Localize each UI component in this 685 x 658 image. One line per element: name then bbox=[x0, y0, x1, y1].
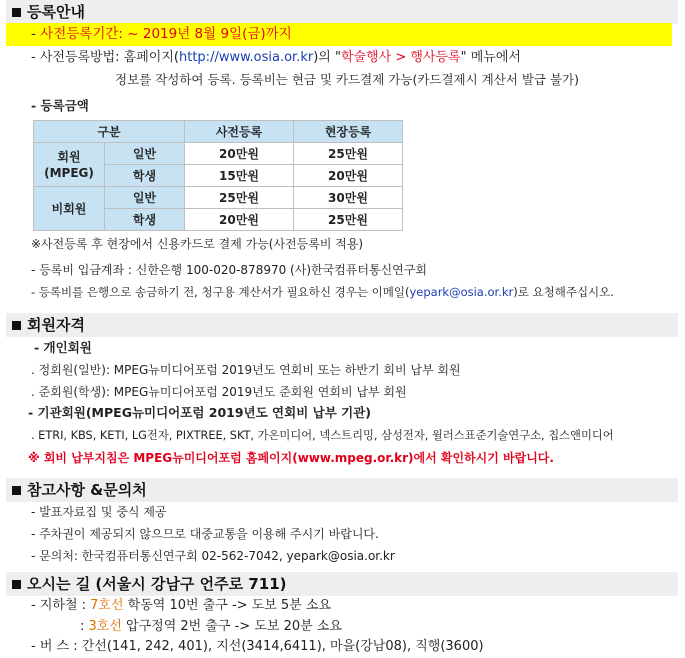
line-3: 3호선 bbox=[88, 619, 122, 634]
nonmember-label: 비회원 bbox=[34, 187, 105, 231]
section-header-reference bbox=[6, 478, 678, 502]
member-label bbox=[34, 143, 105, 187]
section-header-membership bbox=[6, 313, 678, 337]
row-pre: 20만원 bbox=[185, 209, 294, 231]
row-type: 일반 bbox=[105, 187, 185, 209]
member-line1: 회원 bbox=[57, 149, 81, 164]
row-onsite: 25만원 bbox=[294, 143, 403, 165]
row-onsite: 25만원 bbox=[294, 209, 403, 231]
registration-method bbox=[31, 48, 521, 68]
subway2-prefix: : bbox=[80, 619, 89, 634]
square-bullet-icon bbox=[12, 486, 21, 495]
fee-table bbox=[33, 120, 403, 231]
reference-item: - 주차권이 제공되지 않으므로 대중교통을 이용해 주시기 바랍니다. bbox=[31, 527, 379, 541]
invoice-request bbox=[31, 282, 614, 302]
reference-item: - 발표자료집 및 중식 제공 bbox=[31, 505, 167, 519]
section-header-registration bbox=[6, 0, 678, 24]
section-header-directions bbox=[6, 572, 678, 596]
section-title: 참고사항 &문의처 bbox=[27, 481, 147, 499]
subway-line1 bbox=[31, 596, 331, 616]
subway1-route: 학동역 10번 출구 -> 도보 5분 소요 bbox=[123, 598, 332, 613]
line-7: 7호선 bbox=[90, 598, 124, 613]
website-link[interactable]: http://www.osia.or.kr bbox=[179, 50, 314, 65]
personal-member: - 개인회원 bbox=[34, 340, 92, 355]
row-type: 학생 bbox=[105, 165, 185, 187]
method-prefix: - 사전등록방법: 홈페이지( bbox=[31, 50, 179, 65]
bank-account: - 등록비 입금계좌 : 신한은행 100-020-878970 (사)한국컴퓨터통신연구회 bbox=[31, 263, 427, 277]
subway-line2 bbox=[80, 617, 342, 637]
row-pre: 25만원 bbox=[185, 187, 294, 209]
section-title: 오시는 길 (서울시 강남구 언주로 711) bbox=[27, 575, 287, 593]
row-type: 학생 bbox=[105, 209, 185, 231]
row-pre: 20만원 bbox=[185, 143, 294, 165]
row-type: 일반 bbox=[105, 143, 185, 165]
associate-member: . 준회원(학생): MPEG뉴미디어포럼 2019년도 준회원 연회비 납부 회원 bbox=[31, 385, 407, 399]
member-line2: (MPEG) bbox=[44, 165, 94, 180]
section-title: 회원자격 bbox=[27, 316, 85, 334]
bus-routes: - 버 스 : 간선(141, 242, 401), 지선(3414,6411), 마을(강남08), 직행(3600) bbox=[31, 639, 484, 654]
dash: - bbox=[31, 26, 41, 42]
payment-note: ※사전등록 후 현장에서 신용카드로 결제 가능(사전등록비 적용) bbox=[31, 237, 364, 251]
subway2-route: 압구정역 2번 출구 -> 도보 20분 소요 bbox=[121, 619, 342, 634]
reference-item: - 문의처: 한국컴퓨터통신연구회 02-562-7042, yepark@osia.or.kr bbox=[31, 549, 395, 563]
header-category: 구분 bbox=[34, 121, 185, 143]
invoice-prefix: - 등록비를 은행으로 송금하기 전, 청구용 계산서가 필요하신 경우는 이메일( bbox=[31, 285, 410, 299]
square-bullet-icon bbox=[12, 8, 21, 17]
period-text: 사전등록기간: ~ 2019년 8월 9일(금)까지 bbox=[40, 26, 292, 42]
method-suffix: " 메뉴에서 bbox=[460, 50, 521, 65]
subway-prefix: - 지하철 : bbox=[31, 598, 91, 613]
registration-period bbox=[31, 24, 292, 44]
invoice-suffix: )로 요청해주십시오. bbox=[513, 285, 614, 299]
section-title: 등록안내 bbox=[27, 3, 85, 21]
row-pre: 15만원 bbox=[185, 165, 294, 187]
row-onsite: 20만원 bbox=[294, 165, 403, 187]
fee-heading: - 등록금액 bbox=[31, 98, 89, 113]
institution-list: . ETRI, KBS, KETI, LG전자, PIXTREE, SKT, 가온미디어, 넥스트리밍, 삼성전자, 윌러스표준기술연구소, 칩스앤미디어 bbox=[31, 429, 614, 442]
method-line2: 정보를 작성하여 등록. 등록비는 현금 및 카드결제 가능(카드결제시 계산서 발급 불가) bbox=[115, 72, 580, 87]
square-bullet-icon bbox=[12, 580, 21, 589]
regular-member: . 정회원(일반): MPEG뉴미디어포럼 2019년도 연회비 또는 하반기 회비 납부 회원 bbox=[31, 363, 461, 377]
method-mid: )의 " bbox=[313, 50, 341, 65]
institution-member: - 기관회원(MPEG뉴미디어포럼 2019년도 연회비 납부 기관) bbox=[28, 405, 371, 420]
square-bullet-icon bbox=[12, 321, 21, 330]
header-pre: 사전등록 bbox=[185, 121, 294, 143]
header-onsite: 현장등록 bbox=[294, 121, 403, 143]
row-onsite: 30만원 bbox=[294, 187, 403, 209]
fee-notice: ※ 회비 납부지침은 MPEG뉴미디어포럼 홈페이지(www.mpeg.or.kr)에서 확인하시기 바랍니다. bbox=[28, 451, 554, 465]
menu-path: 학술행사 > 행사등록 bbox=[340, 50, 461, 65]
email-link[interactable]: yepark@osia.or.kr bbox=[409, 285, 514, 299]
